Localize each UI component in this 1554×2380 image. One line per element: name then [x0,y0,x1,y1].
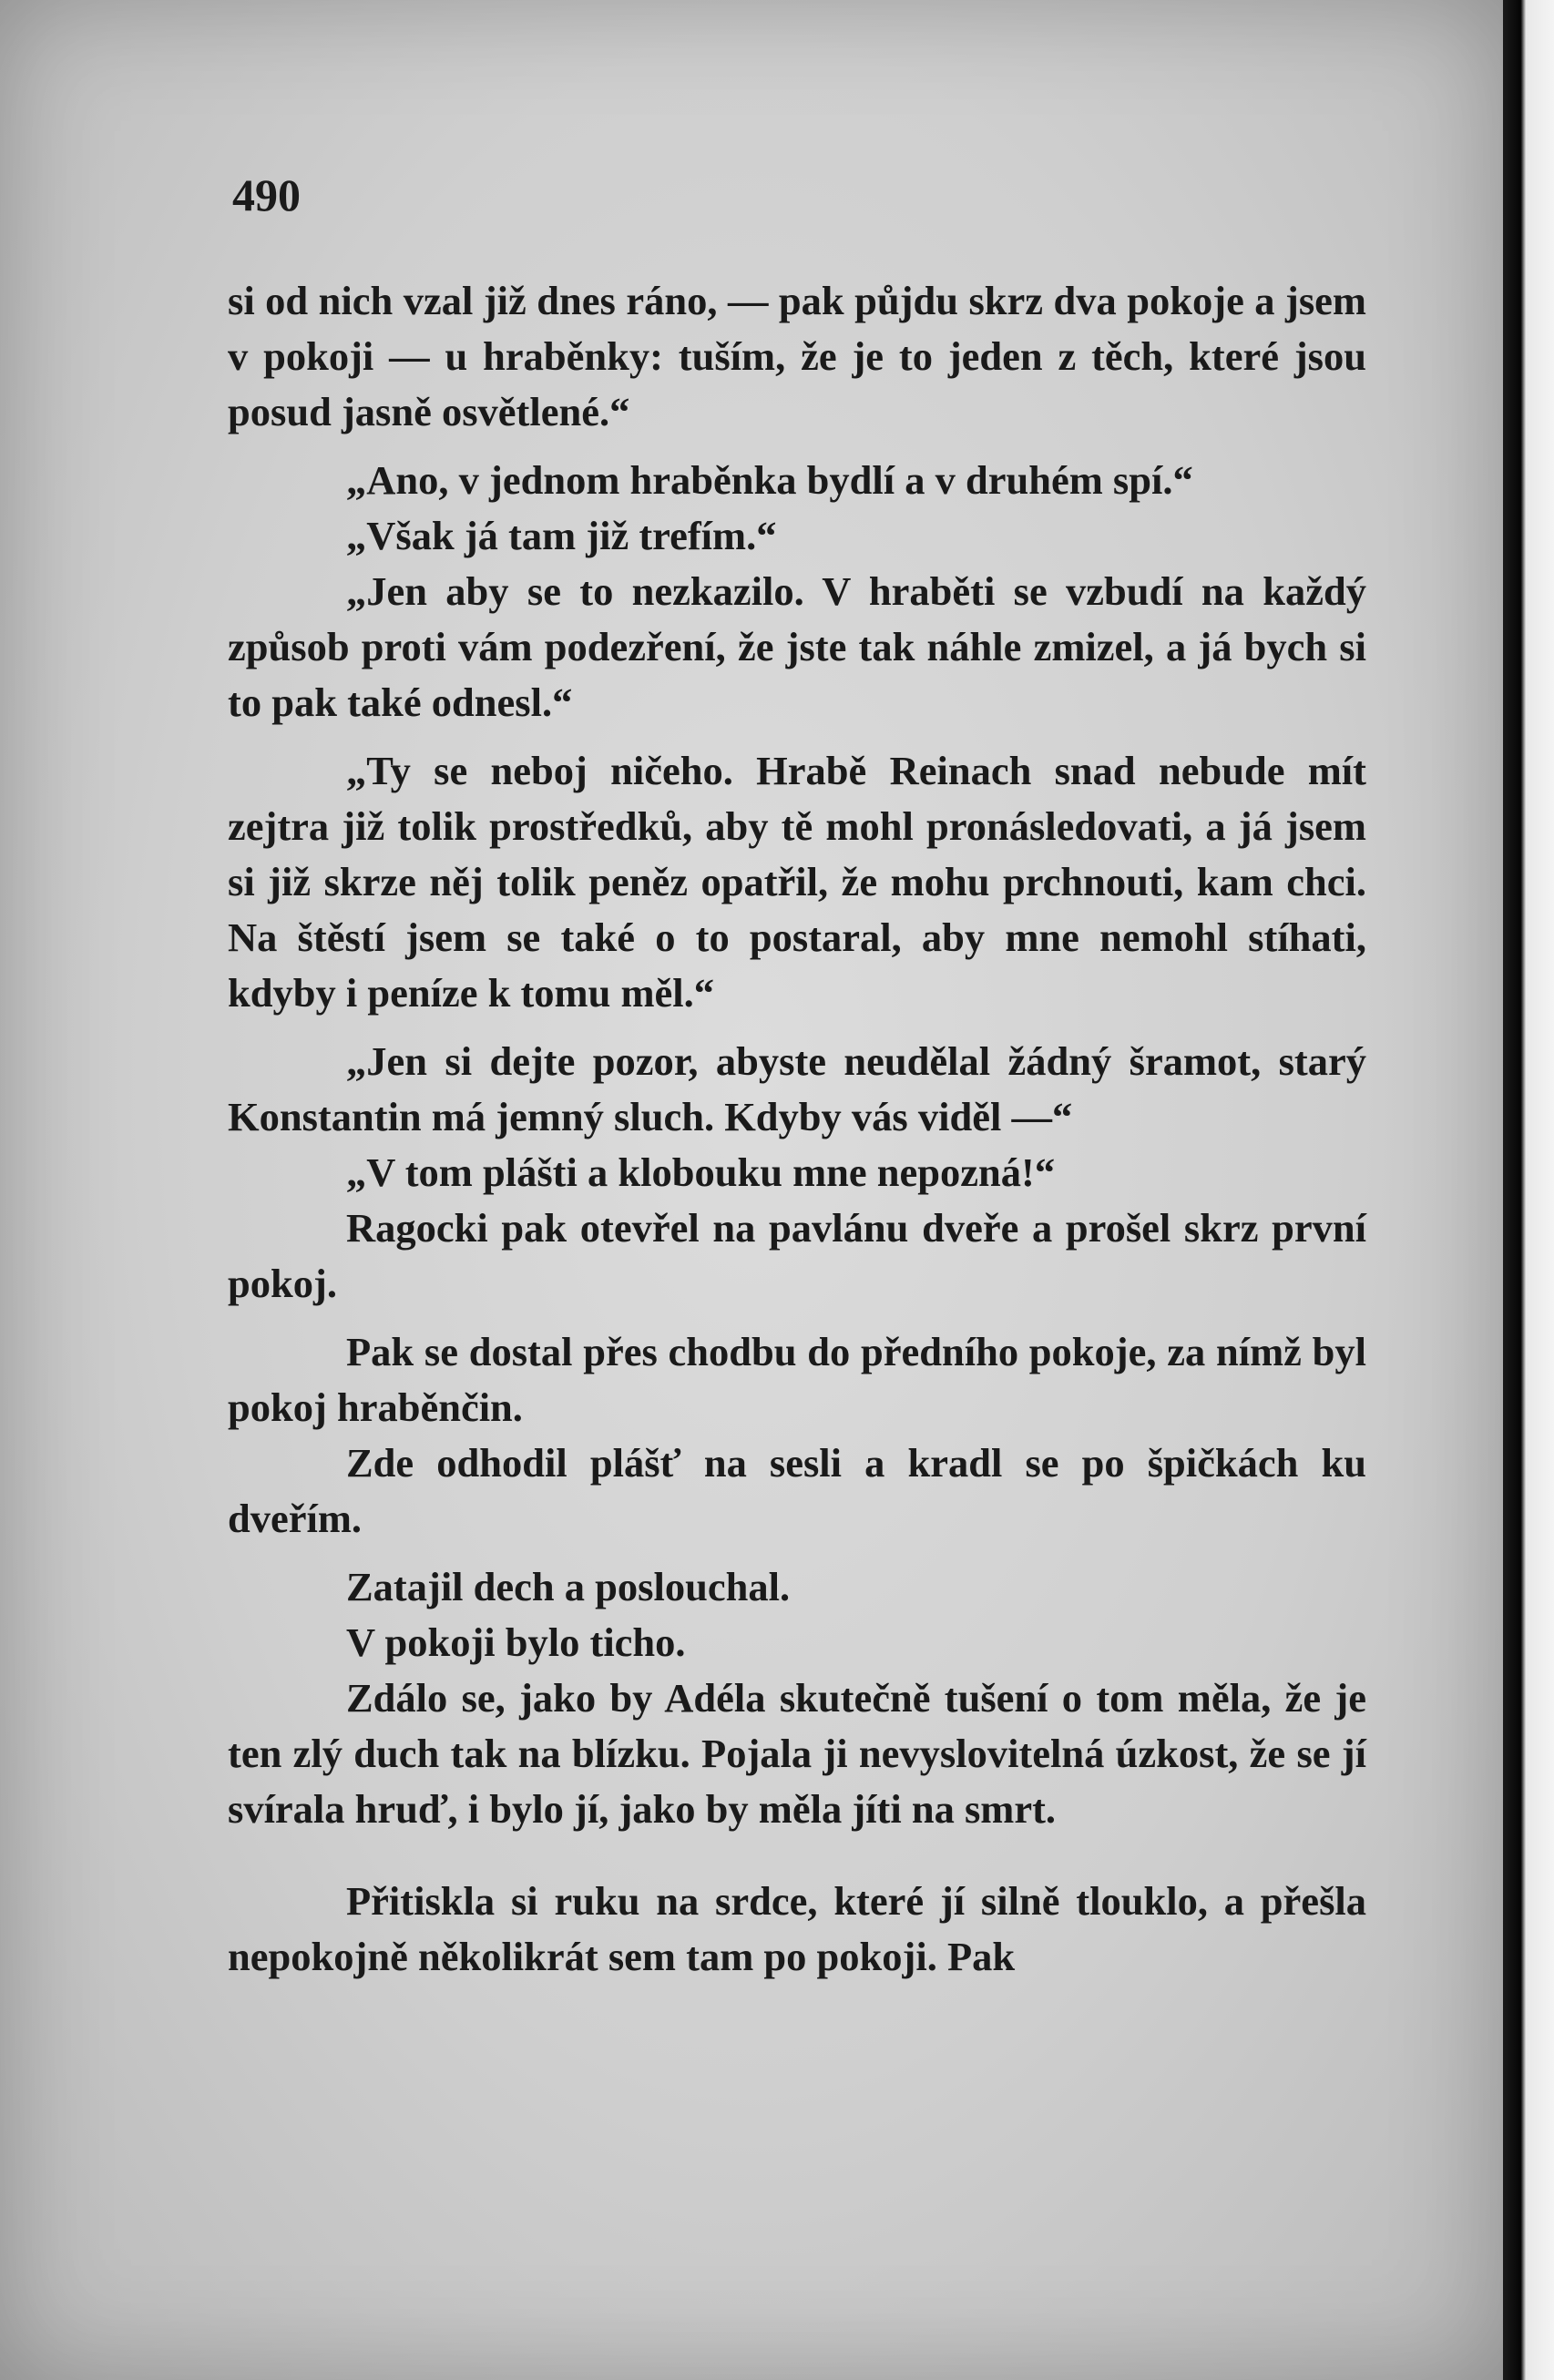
paragraph: si od nich vzal již dnes ráno, — pak půjdu skrz dva pokoje a jsem v pokoji — u hraběnky: tuším, že je to jeden z těch, které jsou posud jasně osvětlené.“ [228,278,1366,434]
paragraph: „Jen aby se to nezkazilo. V hraběti se vzbudí na každý způsob proti vám podezření, že jste tak náhle zmizel, a já bych si to pak také odnesl.“ [228,568,1366,725]
paragraph: „Jen si dejte pozor, abyste neudělal žádný šramot, starý Konstantin má jemný sluch. Kdyby vás viděl —“ [228,1038,1366,1139]
paragraph: Pak se dostal přes chodbu do předního pokoje, za nímž byl pokoj hraběnčin. [228,1329,1366,1430]
paragraph: V pokoji bylo ticho. [346,1619,686,1665]
page-edge [1503,0,1554,2380]
paragraph: Zatajil dech a poslouchal. [346,1564,791,1609]
body-text [228,273,1366,1985]
paragraph: „Ano, v jednom hraběnka bydlí a v druhém spí.“ [346,457,1193,503]
paragraph: Přitiskla si ruku na srdce, které jí silně tlouklo, a přešla nepokojně několikrát sem tam po pokoji. Pak [228,1878,1366,1979]
paragraph: „Však já tam již trefím.“ [346,513,777,558]
paragraph: „Ty se neboj ničeho. Hrabě Reinach snad nebude mít zejtra již tolik prostředků, aby tě mohl pronásledovati, a já jsem si již skrze něj tolik peněz opatřil, že mohu prchnouti, kam chci. Na štěstí jsem se také o to postaral, aby mne nemohl stíhati, kdyby i peníze k tomu měl.“ [228,748,1366,1016]
paragraph: Zdálo se, jako by Adéla skutečně tušení o tom měla, že je ten zlý duch tak na blízku. Pojala ji nevyslovitelná úzkost, že se jí svírala hruď, i bylo jí, jako by měla jíti na smrt. [228,1675,1366,1832]
paragraph: „V tom plášti a klobouku mne nepozná!“ [346,1149,1056,1195]
page-number: 490 [232,169,301,220]
paragraph: Ragocki pak otevřel na pavlánu dveře a prošel skrz první pokoj. [228,1205,1366,1306]
paragraph: Zde odhodil plášť na sesli a kradl se po špičkách ku dveřím. [228,1440,1366,1541]
